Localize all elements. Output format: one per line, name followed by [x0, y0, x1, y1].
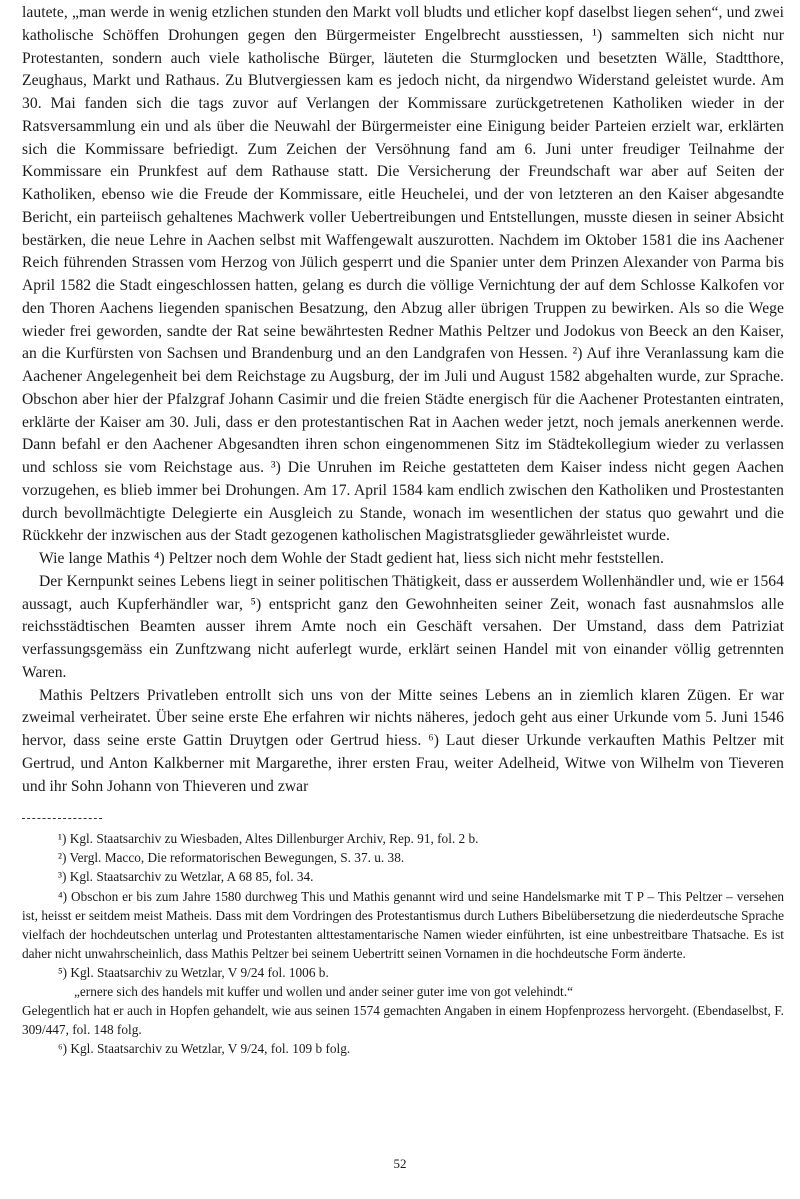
footnote: ⁶) Kgl. Staatsarchiv zu Wetzlar, V 9/24, fol. 109 b folg. — [58, 1041, 351, 1057]
footnote-continuation: Gelegentlich hat er auch in Hopfen gehandelt, wie aus seinen 1574 gemachten Angaben in einem Hopfenprozess hervorgeht. (Ebendaselbst, F. 309/447, fol. 148 folg. — [22, 1003, 784, 1038]
body-paragraph: Der Kernpunkt seines Lebens liegt in seiner politischen Thätigkeit, dass er ausserdem Wollenhändler und, wie er 1564 aussagt, auch Kupferhändler war, ⁵) entspricht ganz den Gewohnheiten seiner Zeit, wonach fast ausnahmslos alle reichsstädtischen Beamten ausser ihrem Amte noch ein Geschäft versahen. Der Umstand, dass dem Patriziat verfassungsgemäss ein Zunftzwang nicht auferlegt wurde, erklärt seinen Handel mit von einander völlig getrennten Waren. — [22, 572, 784, 681]
footnote: ⁵) Kgl. Staatsarchiv zu Wetzlar, V 9/24 fol. 1006 b. — [58, 964, 329, 980]
document-page — [22, 2, 784, 1058]
footnote-quote: „ernere sich des handels mit kuffer und wollen und ander seiner guter ime von got velehindt.“ — [74, 984, 573, 999]
footnote: ¹) Kgl. Staatsarchiv zu Wiesbaden, Altes Dillenburger Archiv, Rep. 91, fol. 2 b. — [58, 831, 479, 847]
footnote-separator — [22, 818, 102, 819]
footnote: ²) Vergl. Macco, Die reformatorischen Bewegungen, S. 37. u. 38. — [58, 850, 405, 866]
footnote: ³) Kgl. Staatsarchiv zu Wetzlar, A 68 85, fol. 34. — [58, 869, 314, 885]
footnotes — [22, 829, 784, 1058]
footnote: ⁴) Obschon er bis zum Jahre 1580 durchweg This und Mathis genannt wird und seine Handelsmarke mit T P – This Peltzer – versehen ist, heisst er seitdem meist Matheis. Dass mit dem Vordringen des Protestantismus durch Luthers Bibelübersetzung die niederdeutsche Sprache vielfach der hochdeutschen unterlag und Protestanten alttestamentarische Namen wieder einführten, ist eine unbestreitbare Thatsache. Es ist daher nicht unwahrscheinlich, dass Mathis Peltzer bei seinem Uebertritt seinen Vornamen in die hochdeutsche Form änderte. — [22, 888, 784, 961]
body-paragraph: Mathis Peltzers Privatleben entrollt sich uns von der Mitte seines Lebens an in ziemlich klaren Zügen. Er war zweimal verheiratet. Über seine erste Ehe erfahren wir nichts näheres, jedoch geht aus einer Urkunde vom 5. Juni 1546 hervor, dass seine erste Gattin Druytgen oder Gertrud hiess. ⁶) Laut dieser Urkunde verkauften Mathis Peltzer mit Gertrud, und Anton Kalkberner mit Margarethe, ihrer ersten Frau, weiter Adelheid, Witwe von Wilhelm von Tieveren und ihr Sohn Johann von Thieveren und zwar — [22, 686, 784, 795]
body-paragraph: Wie lange Mathis ⁴) Peltzer noch dem Wohle der Stadt gedient hat, liess sich nicht mehr feststellen. — [39, 550, 664, 567]
page-number: 52 — [393, 1156, 407, 1171]
body-paragraph: lautete, „man werde in wenig etzlichen stunden den Markt voll bludts und etlicher kopf daselbst liegen sehen“, und zwei katholische Schöffen Drohungen gegen den Bürgermeister Engelbrecht ausstiessen, ¹) sammelten sich nicht nur Protestanten, sondern auch viele katholische Bürger, läuteten die Sturmglocken und besetzten Wälle, Stadtthore, Zeughaus, Markt und Rathaus. Zu Blutvergiessen kam es jedoch nicht, da nirgendwo Widerstand geleistet wurde. Am 30. Mai fanden sich die tags zuvor auf Verlangen der Kommissare zurückgetretenen Katholiken wieder in der Ratsversammlung ein und als über die Neuwahl der Bürgermeister eine Einigung beider Parteien erzielt war, erklärten sich die Kommissare befriedigt. Zum Zeichen der Versöhnung fand am 6. Juni unter freudiger Teilnahme der Kommissare ein Prunkfest auf dem Rathause statt. Die Versicherung der Freundschaft war aber auf Seiten der Katholiken, ebenso wie die Freude der Kommissare, eitle Heuchelei, und der von letzteren an den Kaiser abgesandte Bericht, ein parteiisch gehaltenes Machwerk voller Uebertreibungen und Entstellungen, musste diesen in seiner Absicht bestärken, die neue Lehre in Aachen selbst mit Waffengewalt auszurotten. Nachdem im Oktober 1581 die ins Aachener Reich führenden Strassen vom Herzog von Jülich gesperrt und die Spanier unter dem Prinzen Alexander von Parma bis April 1582 die Stadt eingeschlossen hatten, gelang es durch die völlige Vernichtung der auf dem Schlosse Kalkofen vor den Thoren Aachens liegenden spanischen Besatzung, den Abzug aller übrigen Truppen zu bewirken. Als so die Wege wieder frei geworden, sandte der Rat seine bewährtesten Redner Mathis Peltzer und Jodokus von Beeck an den Kaiser, an die Kurfürsten von Sachsen und Brandenburg und an den Landgrafen von Hessen. ²) Auf ihre Veranlassung kam die Aachener Angelegenheit bei dem Reichstage zu Augsburg, der im Juli und August 1582 abgehalten wurde, zur Sprache. Obschon aber hier der Pfalzgraf Johann Casimir und die freien Städte energisch für die Aachener Protestanten eintraten, erklärte der Kaiser am 30. Juli, dass er den protestantischen Rat in Aachen weder jetzt, noch jemals anerkennen werde. Dann befahl er den Aachener Abgesandten ihren schon eingenommenen Sitz im Städtekollegium wieder zu verlassen und schloss sie vom Reichstage aus. ³) Die Unruhen im Reiche gestatteten dem Kaiser indess nicht gegen Aachen vorzugehen, es blieb immer bei Drohungen. Am 17. April 1584 kam endlich zwischen den Katholiken und Prostestanten durch bevollmächtigte Delegierte ein Ausgleich zu Stande, wonach im wesentlichen der status quo gewahrt und die Rückkehr der inzwischen aus der Stadt gezogenen katholischen Magistratsglieder gewährleistet wurde. — [22, 4, 784, 545]
